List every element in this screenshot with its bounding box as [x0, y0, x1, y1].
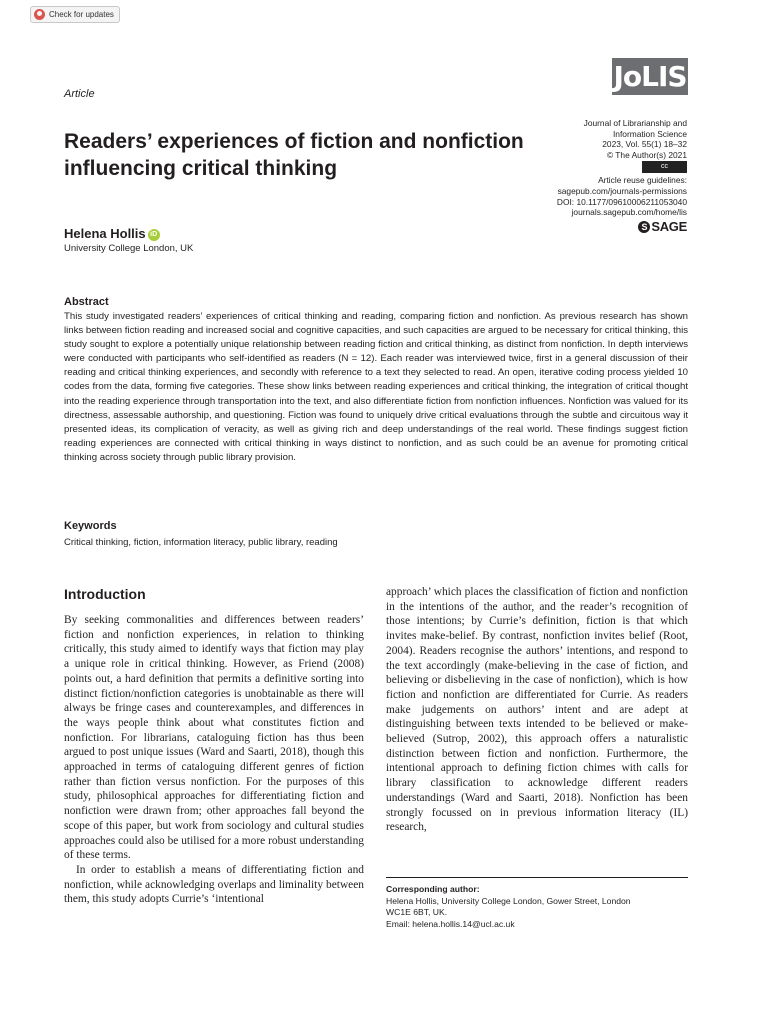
journal-volume: 2023, Vol. 55(1) 18–32	[602, 139, 687, 150]
corresponding-author-heading: Corresponding author:	[386, 884, 480, 894]
orcid-icon[interactable]: iD	[148, 229, 160, 241]
author-name[interactable]: Helena Hollis	[64, 226, 146, 241]
publisher-logo	[467, 218, 687, 234]
journal-homepage-link[interactable]: journals.sagepub.com/home/lis	[571, 207, 687, 218]
cc-license-icon[interactable]: cc	[642, 161, 687, 173]
update-icon	[34, 9, 45, 20]
abstract-heading: Abstract	[64, 296, 109, 308]
introduction-heading: Introduction	[64, 586, 146, 602]
abstract-text: This study investigated readers’ experiences of critical thinking and reading, comparing fiction and nonfiction. As previous research has shown links between fiction reading and increased social and cognitive capacities, and such capacities are argued to be necessary for critical thinking, this study sought to explore a potentially unique relationship between reading fiction and critical thinking, as distinct from nonfiction. In depth interviews were conducted with participants who self-identified as readers (N = 12). Each reader was interviewed twice, first in a general discussion of their reading and critical thinking experiences, and secondly with reference to a text they selected to read. An open, iterative coding process yielded 10 codes from the data, forming five categories. These show links between reading experiences and critical thinking, the integration of critical thought into the reading experience through transportation into the text, and also differentiate fiction from nonfiction influences. Nonfiction was valued for its directness, assessable authorship, and questioning. Fiction was found to uniquely drive critical evaluations through the subtle and circuitous way it presented ideas, its complication of veracity, as well as giving rich and deep understandings of the real world. These findings suggest fiction reading experiences are connected with critical thinking in ways distinct to nonfiction, and as such could be an avenue for promoting critical thinking across society through public library provision.	[64, 311, 688, 463]
publisher-name: SAGE	[651, 218, 687, 234]
corresponding-email[interactable]: Email: helena.hollis.14@ucl.ac.uk	[386, 918, 515, 929]
intro-paragraph-1: By seeking commonalities and differences between readers’ fiction and nonfiction experiences, in relation to thinking critically, this study aimed to identify ways that fiction may play a unique role in critical thinking. However, as Friend (2008) points out, a hard definition that permits a definitive sorting into distinct fiction/nonfiction categories is unobtainable as there will always be fringe cases and counterexamples, and differences in the ways people think about what constitutes fiction and nonfiction. For librarians, cataloguing fiction has thus been argued to post unique issues (Ward and Saarti, 2018), though this approached in terms of cataloguing different genres of fiction rather than fiction versus nonfiction. For the purposes of this study, philosophical approaches for differentiating fiction and nonfiction were drawn from; other approaches fall beyond the scope of this paper, but work from sociology and cultural studies approaches could also be utilised for a more robust understanding of these terms.	[64, 614, 364, 862]
corresponding-address-line1: Helena Hollis, University College London, Gower Street, London	[386, 895, 631, 906]
author-affiliation: University College London, UK	[64, 243, 194, 254]
check-for-updates-label: Check for updates	[49, 10, 114, 19]
keywords-list: Critical thinking, fiction, information literacy, public library, reading	[64, 537, 338, 548]
corresponding-address-line2: WC1E 6BT, UK.	[386, 907, 448, 917]
check-for-updates-badge[interactable]	[30, 6, 120, 23]
body-column-left	[64, 613, 364, 907]
journal-logo: JoLIS	[613, 60, 687, 93]
journal-name-line1: Journal of Librarianship and	[583, 118, 687, 128]
author-block	[64, 226, 160, 241]
doi-link[interactable]: DOI: 10.1177/09610006211053040	[556, 196, 687, 207]
journal-name-line2: Information Science	[612, 128, 687, 139]
body-column-right	[386, 585, 688, 835]
article-type: Article	[64, 88, 95, 100]
corresponding-author	[386, 884, 688, 930]
reuse-guidelines-link[interactable]: sagepub.com/journals-permissions	[557, 185, 687, 196]
footnote-divider	[386, 877, 688, 878]
journal-copyright: © The Author(s) 2021	[606, 149, 687, 160]
intro-paragraph-3: approach’ which places the classification of fiction and nonfiction in the intentions of the author, and the reader’s recognition of those intentions; by Currie’s definition, fiction is that which invites make-belief. By contrast, nonfiction invites belief (Root, 2004). Readers recognise the authors’ intentions, and respond to the text accordingly (make-believing in the case of fiction, and believing or disbelieving in the case of nonfiction), which is how fiction and nonfiction are differentiated for Currie. As readers make judgements on authors’ intent and are adept at distinguishing between texts intended to be believed or make-believed (Sutrop, 2002), this approach offers a naturalistic distinction between fiction and nonfiction. Furthermore, the intentional approach to defining fiction chimes with calls for library classification to acknowledge different readers understandings (Ward and Saarti, 2018). Nonfiction has been strongly focussed on in previous information literacy (IL) research,	[386, 586, 688, 834]
keywords-heading: Keywords	[64, 520, 117, 532]
sage-icon: S	[638, 221, 650, 233]
reuse-guidelines-label: Article reuse guidelines:	[598, 175, 687, 186]
article-title: Readers’ experiences of fiction and nonfiction influencing critical thinking	[64, 130, 524, 180]
intro-paragraph-2: In order to establish a means of differentiating fiction and nonfiction, while acknowledging overlaps and liminality between them, this study adopts Currie’s ‘intentional	[64, 863, 364, 906]
